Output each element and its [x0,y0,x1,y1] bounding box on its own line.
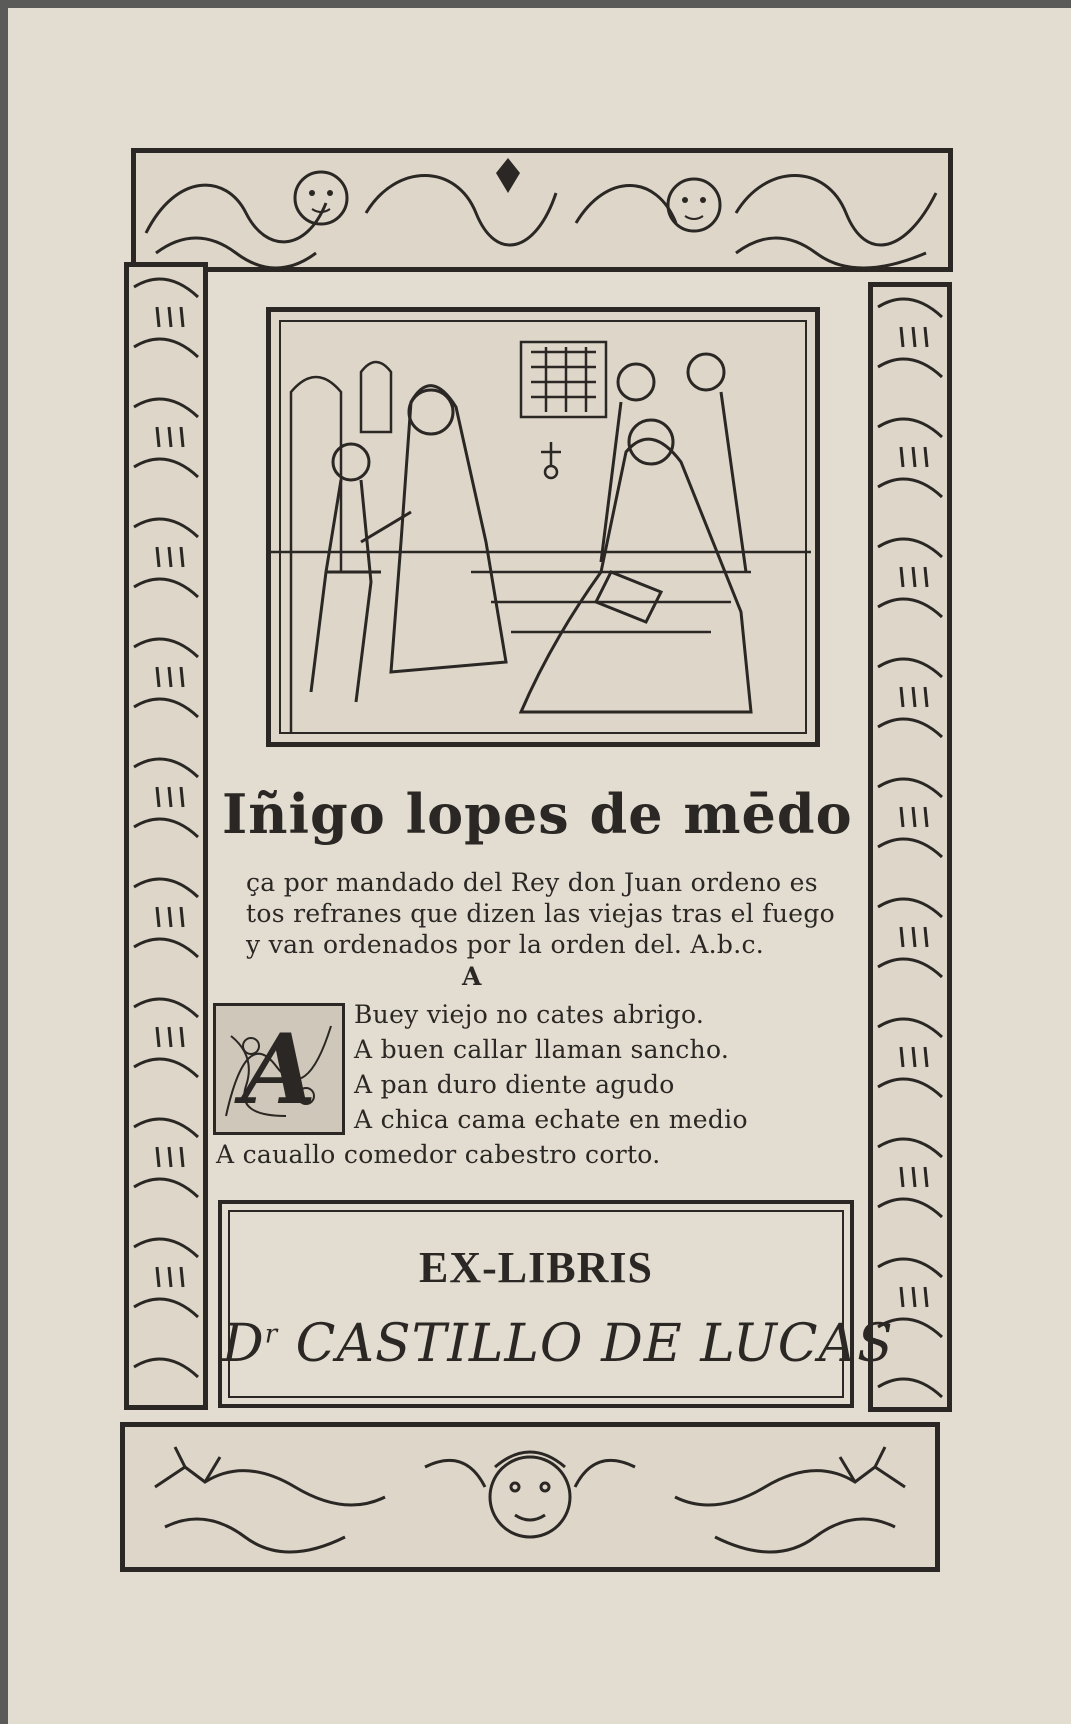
proverb-line: Buey viejo no cates abrigo. [354,1000,705,1029]
decorated-initial [213,1003,345,1135]
proverb-line: A buen callar llaman sancho. [354,1035,730,1064]
dragons-mask-ornament-icon [125,1427,935,1567]
owner-prefix: D [222,1314,265,1374]
section-letter: A [462,962,482,991]
proverb-line: A pan duro diente agudo [354,1070,675,1099]
owner-superscript: r [264,1319,279,1350]
initial-letter: A [241,1012,317,1126]
intro-line-3: y van ordenados por la orden del. A.b.c. [246,930,765,959]
exlibris-owner [222,1314,894,1374]
intro-line-1: ça por mandado del Rey don Juan ordeno es [246,868,818,897]
ribbon-column-icon [873,287,947,1407]
ribbon-column-icon [129,267,203,1405]
left-twisted-column [124,262,208,1410]
title-line: Iñigo lopes de mēdo [222,782,853,846]
exlibris-label: EX-LIBRIS [419,1243,653,1292]
foliage-ornament-icon [136,153,948,267]
owner-name: CASTILLO DE LUCAS [278,1314,894,1374]
proverb-line: A chica cama echate en medio [354,1105,748,1134]
top-ornament-border [131,148,953,272]
exlibris-plate [218,1200,894,1408]
woodcut-scene-icon [271,312,815,742]
bottom-ornament-border [120,1422,940,1572]
intro-line-2: tos refranes que dizen las viejas tras el fuego [246,899,836,928]
right-twisted-column [868,282,952,1412]
woodcut-illustration [266,307,820,747]
proverb-line: A cauallo comedor cabestro corto. [216,1140,661,1169]
